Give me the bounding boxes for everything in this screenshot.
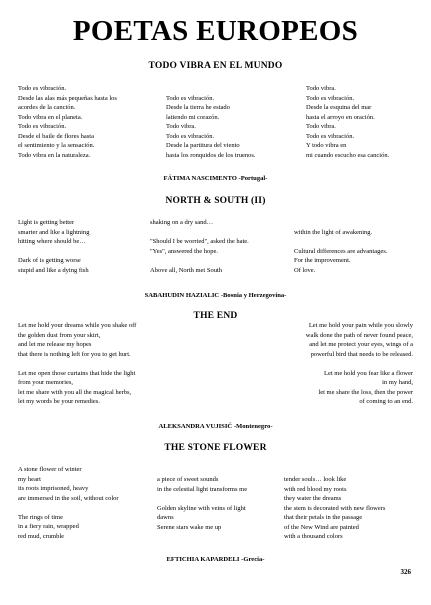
poem-line [18, 503, 119, 513]
poem-line: in a fiery rain, wrapped [18, 523, 79, 530]
poem-line: Todo es vibración. [166, 132, 215, 140]
poem-column [306, 84, 389, 160]
poem-column [150, 218, 249, 275]
poem-line [166, 84, 256, 94]
poem-line: A stone flower of winter [18, 466, 82, 473]
poem-line: in my hand, [382, 379, 413, 386]
poem-line: Golden skyline with veins of light [157, 504, 246, 512]
poem-line: that their petals in the passage [284, 514, 363, 521]
poem-line: Of love. [294, 266, 316, 274]
page-number: 326 [400, 568, 411, 576]
poem-line [306, 359, 413, 369]
poem-line [150, 256, 249, 266]
poem-line: red mud, crumble [18, 532, 65, 540]
poem-line: Todo es vibración. [306, 94, 355, 102]
poem-title: NORTH & SOUTH (II) [165, 196, 266, 206]
poem-line: Desde la partitura del viento [166, 142, 240, 149]
poem-line: powerful bird that needs to be released. [310, 350, 413, 358]
poem-line: Todo es vibración. [166, 94, 215, 102]
poem-line: Light is getting better [18, 219, 75, 226]
poem-line: of coming to an end. [359, 398, 413, 405]
poem-title: THE STONE FLOWER [164, 443, 267, 453]
poem-line: Above all, North met South [150, 266, 223, 274]
poem-line: Todo es vibración. [306, 132, 355, 140]
poem-line: let me share the loss, then the power [318, 388, 413, 396]
poem-line: Todo vibra en la naturaleza. [18, 151, 91, 159]
poem-line: Todo vibra. [306, 85, 336, 92]
poem-line: with a thousand colors [284, 533, 343, 540]
poem-line: Let me hold you fear like a flower [324, 369, 413, 377]
poem-line [150, 228, 249, 238]
poem-line: Todo vibra en el planeta. [18, 113, 83, 121]
poem-line: smarter and like a lightning [18, 228, 90, 236]
poem-line: stupid and like a dying fish [18, 266, 89, 274]
poem-line: The rings of time [18, 513, 63, 521]
poem-line: and let me protect your eyes, wings of a [309, 341, 413, 348]
poem-line: Let me hold your dreams while you shake off [18, 322, 137, 329]
poem-line: with red blood my roots [284, 485, 347, 493]
poem-line [18, 247, 89, 257]
poem-line: Todo es vibración. [18, 85, 67, 92]
poem-line: "Should I be worried", asked the hate. [150, 238, 249, 245]
page-title: POETAS EUROPEOS [72, 15, 359, 47]
poem-column [284, 475, 385, 542]
poem-line: Let me open those curtains that hide the light [18, 369, 136, 377]
poem-line: Todo es vibración. [18, 123, 67, 130]
poem-column [18, 218, 89, 275]
poem-line: Let me hold your pain while you slowly [308, 322, 413, 329]
poem-line [294, 218, 387, 228]
poem-line: my heart [18, 475, 41, 483]
poem-line: "Yes", answered the hope. [150, 247, 219, 255]
poem-line: within the light of awakening. [294, 228, 373, 236]
poem-line: mi cuando escucho esa canción. [306, 151, 390, 159]
poem-line: and let me release my hopes [18, 341, 92, 348]
poem-line: its roots imprisoned, heavy [18, 485, 89, 492]
poem-line: Y todo vibra en [306, 142, 347, 149]
poem-line: shaking on a dry sand… [150, 219, 214, 226]
poem-column [157, 475, 247, 532]
poem-line: from your memories, [18, 379, 74, 386]
poem-line: Serene stars wake me up [157, 523, 222, 531]
poem-line: they water the dreams [284, 495, 342, 502]
poem-line: of the New Wind are painted [284, 523, 359, 531]
poem-author: FÁTIMA NASCIMENTO -Portugal- [163, 175, 268, 182]
poem-column [294, 218, 387, 275]
poem-author: SABAHUDIN HAZIALIC -Bosnia y Herzegovina- [144, 292, 287, 299]
poem-line: a piece of sweet sounds [157, 476, 219, 483]
poem-line: acordes de la canción. [18, 104, 76, 111]
poem-line: the golden dust from your skirt, [18, 331, 101, 339]
poem-line [18, 359, 136, 369]
poem-line: dawns [157, 514, 174, 521]
poem-line: el sentimiento y la sensación. [18, 142, 95, 149]
poem-column [166, 84, 256, 160]
poem-line: hasta el arroyo en oración. [306, 113, 375, 121]
poem-line: let my words be your remedies. [18, 398, 100, 405]
poem-line: that there is nothing left for you to get hurt. [18, 350, 131, 358]
poem-author: ALEKSANDRA VUJISIĆ -Montenegro- [158, 423, 273, 430]
poem-line: Dark of is getting worse [18, 257, 81, 264]
poem-column [18, 84, 117, 160]
poem-line: hitting where should be… [18, 238, 86, 245]
poem-line: walk done the path of never found peace, [305, 331, 413, 339]
poem-column [18, 465, 119, 541]
poem-line [157, 494, 247, 504]
poem-column [18, 321, 136, 407]
poem-line: Cultural differences are advantages. [294, 247, 388, 255]
poem-line: For the improvement. [294, 257, 351, 264]
poem-column [306, 321, 413, 407]
poem-line: Desde el baile de flores hasta [18, 132, 94, 140]
poem-line: tender souls… look like [284, 476, 347, 483]
poem-line: are immersed in the soil, without color [18, 494, 119, 502]
poem-line: Todo vibra. [306, 123, 336, 130]
poem-title: THE END [193, 311, 238, 321]
poem-line: hasta los ronquidos de los truenos. [166, 151, 256, 159]
poem-line: in the celestial light transforms me [157, 485, 248, 493]
poem-line: Desde la tierra he estado [166, 104, 230, 111]
poem-line: the stem is decorated with new flowers [284, 504, 386, 512]
poem-title: TODO VIBRA EN EL MUNDO [148, 61, 283, 71]
poem-line: Todo vibra. [166, 123, 196, 130]
poem-line: Desde las alas más pequeñas hasta los [18, 94, 117, 102]
poem-line: Desde la esquina del mar [306, 104, 372, 111]
poem-line: let me share with you all the magical herbs, [18, 388, 132, 396]
poem-author: EFTICHIA KAPARDELI -Grecia- [166, 556, 265, 563]
poem-line [294, 237, 387, 247]
poem-line: latiendo mi corazón. [166, 113, 220, 121]
